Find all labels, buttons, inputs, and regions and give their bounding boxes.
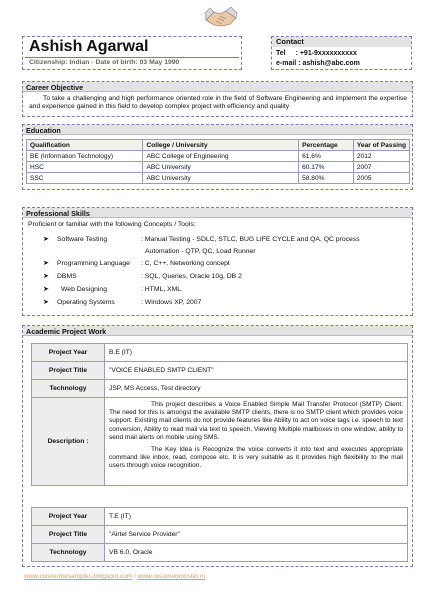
desc-paragraph: The Key Idea is Recognize the voice converts it into text and executes appropriate command like inbox, read, compose etc. It is very suitable as it provides high flexibility to the mail users through voice recognition. (109, 446, 403, 470)
project-tech-label: Technology (32, 380, 105, 398)
education-header-row (27, 140, 410, 151)
project2-table (31, 507, 408, 562)
arrow-bullet-icon: ➤ (43, 286, 49, 293)
skill-value: : C, C++, Networking concept (141, 260, 230, 267)
col-percentage: Percentage (299, 140, 354, 151)
arrow-bullet-icon: ➤ (43, 273, 49, 280)
skill-label: Programming Language (57, 260, 130, 267)
projects-title: Academic Project Work (23, 326, 412, 336)
table-row (27, 151, 410, 162)
project-tech-label: Technology (32, 544, 105, 562)
skill-label: Operating Systems (57, 299, 115, 306)
table-cell: 2007 (353, 162, 409, 173)
table-cell: ABC College of Engineering (143, 151, 299, 162)
table-cell: 2012 (353, 151, 409, 162)
desc-paragraph: This project describes a Voice Enabled Simple Mail Transfer Protocol (SMTP) Client. The need for this is amongst the available SMTP clients, there is no SMTP client which provides voice support. Existing mail clients do not provide features like Ability to act on voice tags i.e. speech to text conversion, Ability to read mail via text to speech, Viewing Multiple mailboxes in one window, ability to send mail alerts on mobile using SMS. (109, 401, 403, 441)
project1-table (31, 343, 408, 486)
contact-title: Contact (272, 37, 411, 47)
table-cell: BE (Information Technology) (27, 151, 143, 162)
skill-label: DBMS (57, 273, 77, 280)
tel-label: Tel (276, 50, 286, 57)
project-title-label: Project Title (32, 362, 105, 380)
table-cell: HSC (27, 162, 143, 173)
arrow-bullet-icon: ➤ (43, 236, 49, 243)
footer (24, 573, 205, 580)
project-year-label: Project Year (32, 508, 105, 526)
tel-value: : +91-9xxxxxxxxxx (295, 50, 357, 57)
footer-separator: / (132, 573, 138, 580)
table-row (27, 162, 410, 173)
career-title: Career Objective (23, 82, 412, 92)
table-cell: 2005 (353, 173, 409, 184)
arrow-bullet-icon: ➤ (43, 299, 49, 306)
skill-value: : SQL, Queries, Oracle 10g, DB 2 (141, 273, 242, 280)
skill-label: Web Designing (61, 286, 107, 293)
arrow-bullet-icon: ➤ (43, 260, 49, 267)
projects-section (22, 325, 413, 567)
email-line[interactable]: e-mail : ashish@abc.com (276, 60, 360, 67)
contact-block (271, 36, 412, 70)
project-tech-value: JSP, MS Access, Test directory (105, 380, 408, 398)
project-year-label: Project Year (32, 344, 105, 362)
handshake-logo (204, 4, 238, 32)
skill-value: : HTML, XML (141, 286, 182, 293)
footer-link-site[interactable]: www.resumemonster.in (137, 573, 205, 580)
table-cell: ABC University (143, 162, 299, 173)
footer-link-blog[interactable]: www.cvresumesamples.blogspot.com (24, 573, 133, 580)
col-year: Year of Passing (353, 140, 409, 151)
col-college: College / University (143, 140, 299, 151)
name-block (22, 36, 242, 70)
table-cell: 61.6% (299, 151, 354, 162)
skill-value: Automation - QTP, QC, Load Runner (145, 248, 256, 255)
career-text: To take a challenging and high performance oriented role in the field of Software Engineering and implement the expertise and experience gained in this field to develop complex project with efficiency and quality (29, 95, 407, 111)
skills-section (22, 207, 413, 316)
table-row (32, 380, 408, 398)
project-desc-value (105, 398, 408, 486)
table-cell: 58.80% (299, 173, 354, 184)
citizenship-line: Citizenship: Indian - Date of birth: 03 May 1990 (29, 59, 180, 66)
applicant-name: Ashish Agarwal (29, 38, 149, 55)
project-title-label: Project Title (32, 526, 105, 544)
table-row (32, 344, 408, 362)
education-table (26, 139, 410, 184)
skill-value: : Windows XP, 2007 (141, 299, 202, 306)
table-row (32, 398, 408, 486)
skill-value: : Manual Testing - SDLC, STLC, BUG LIFE CYCLE and QA, QC process (141, 236, 360, 243)
table-row (32, 544, 408, 562)
project-year-value: T.E (IT) (105, 508, 408, 526)
table-row (27, 173, 410, 184)
project-tech-value: VB 6.0, Oracle (105, 544, 408, 562)
skills-intro: Proficient or familiar with the following Concepts / Tools: (28, 221, 196, 228)
table-row (32, 526, 408, 544)
skill-label: Software Testing (57, 236, 108, 243)
project-title-value: "VOICE ENABLED SMTP CLIENT" (105, 362, 408, 380)
table-cell: 60.17% (299, 162, 354, 173)
education-title: Education (23, 125, 412, 135)
career-section (22, 81, 413, 117)
table-row (32, 508, 408, 526)
project-title-value: "Airtel Service Provider" (105, 526, 408, 544)
col-qualification: Qualification (27, 140, 143, 151)
table-row (32, 362, 408, 380)
table-cell: ABC University (143, 173, 299, 184)
project-desc-label: Description : (32, 398, 105, 486)
skills-title: Professional Skills (23, 208, 412, 218)
project-year-value: B.E (IT) (105, 344, 408, 362)
education-section (22, 124, 413, 190)
table-cell: SSC (27, 173, 143, 184)
